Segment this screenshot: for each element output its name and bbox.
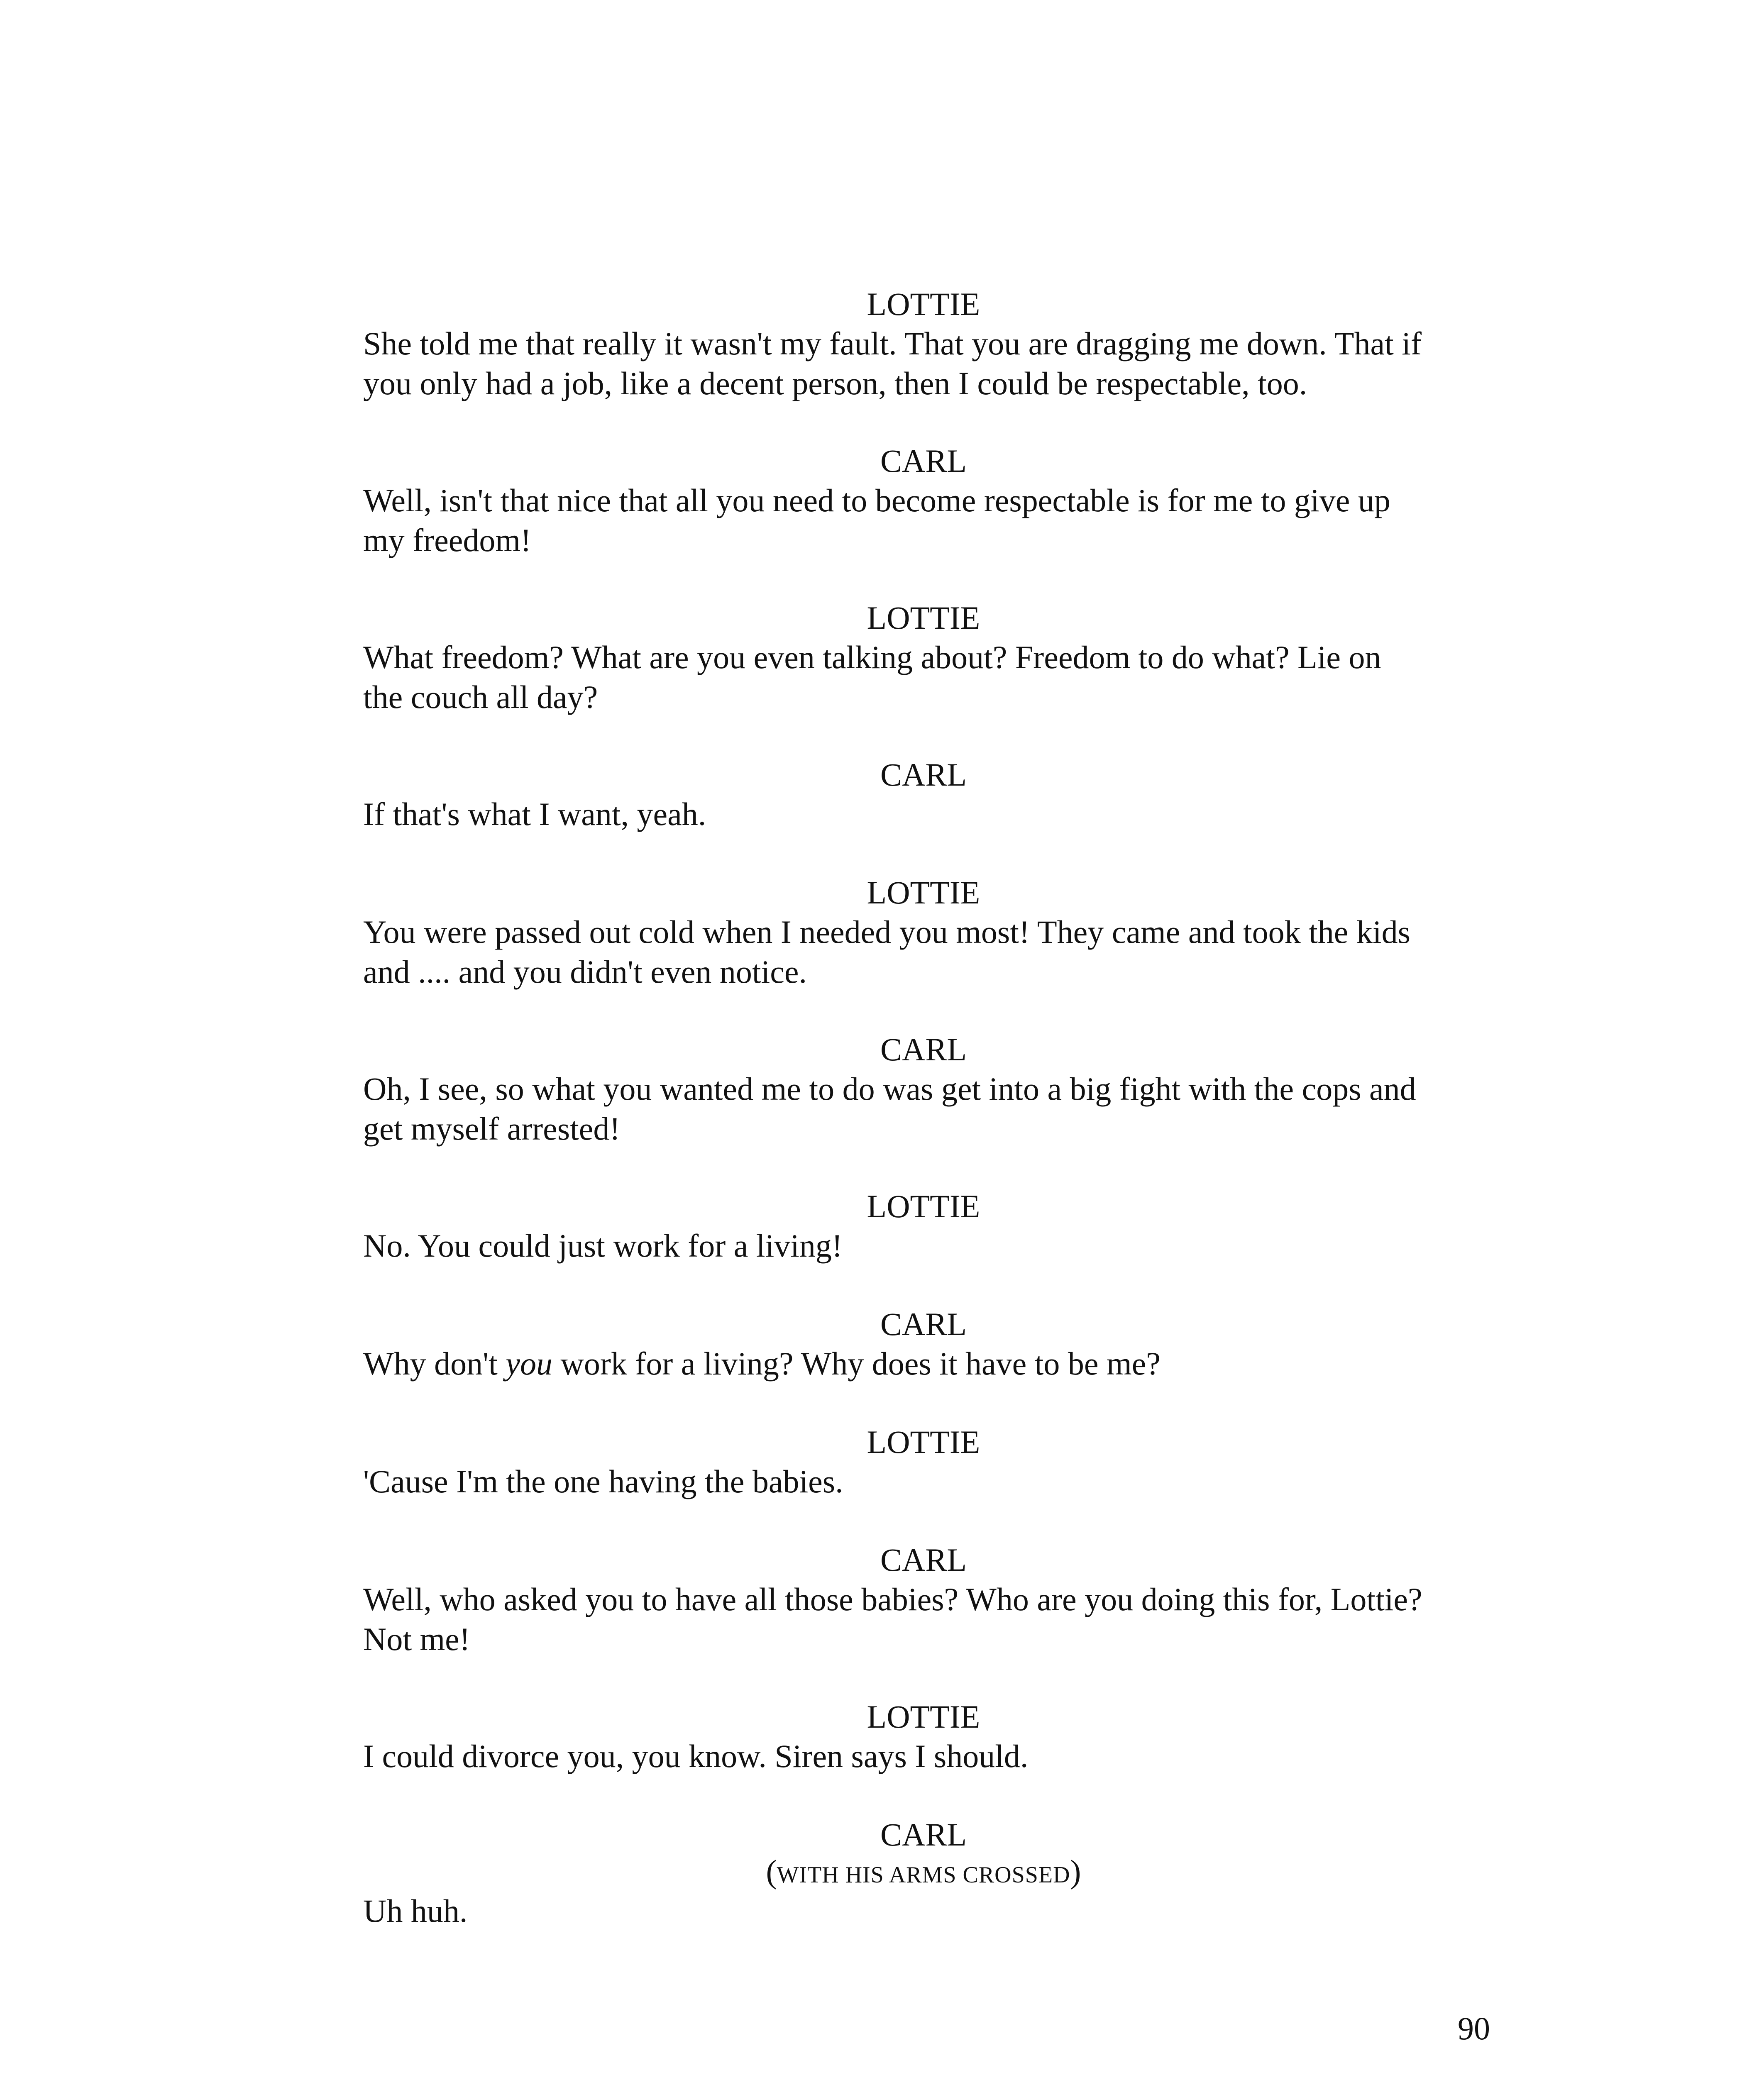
dialogue-line: She told me that really it wasn't my fault. That you are dragging me down. That if xyxy=(363,325,1422,361)
dialogue xyxy=(363,1344,1509,1384)
dialogue-line: get myself arrested! xyxy=(363,1111,621,1147)
dialogue-line: my freedom! xyxy=(363,522,532,558)
dialogue-line: you only had a job, like a decent person, then I could be respectable, too. xyxy=(363,365,1307,401)
dialogue-line: Well, isn't that nice that all you need to become respectable is for me to give up xyxy=(363,482,1390,518)
dialogue-line: and .... and you didn't even notice. xyxy=(363,954,807,990)
dialogue xyxy=(363,912,1509,992)
dialogue-line: 'Cause I'm the one having the babies. xyxy=(363,1463,843,1499)
dialogue-line: You were passed out cold when I needed you most! They came and took the kids xyxy=(363,914,1410,950)
speaker-name: LOTTIE xyxy=(867,1188,980,1224)
parenthesis-open: ( xyxy=(766,1853,777,1889)
speaker-name: LOTTIE xyxy=(867,600,980,636)
stage-direction xyxy=(0,1852,1764,1895)
speaker-name: LOTTIE xyxy=(867,286,980,322)
speaker-name: CARL xyxy=(880,757,967,793)
dialogue-line xyxy=(363,1344,1509,1384)
speaker-name: CARL xyxy=(880,1031,967,1067)
dialogue-line: No. You could just work for a living! xyxy=(363,1228,843,1264)
dialogue-line: What freedom? What are you even talking about? Freedom to do what? Lie on xyxy=(363,639,1381,675)
dialogue xyxy=(363,794,1509,834)
emphasis-text: you xyxy=(506,1345,552,1382)
dialogue xyxy=(363,1579,1509,1659)
speaker-name: CARL xyxy=(880,1542,967,1578)
dialogue xyxy=(363,481,1509,560)
dialogue-line: If that's what I want, yeah. xyxy=(363,796,706,832)
dialogue xyxy=(363,1226,1509,1266)
parenthesis-close: ) xyxy=(1070,1853,1081,1889)
dialogue-line: Uh huh. xyxy=(363,1893,468,1929)
dialogue xyxy=(363,1736,1509,1776)
dialogue xyxy=(363,1462,1509,1501)
dialogue-line: Well, who asked you to have all those babies? Who are you doing this for, Lottie? xyxy=(363,1581,1422,1617)
speaker-name: LOTTIE xyxy=(867,1424,980,1460)
dialogue xyxy=(363,324,1509,403)
dialogue-line: Oh, I see, so what you wanted me to do was get into a big fight with the cops and xyxy=(363,1071,1416,1107)
dialogue xyxy=(363,1069,1509,1149)
dialogue-text: work for a living? Why does it have to be me? xyxy=(552,1345,1161,1382)
page-number: 90 xyxy=(1458,2010,1490,2046)
dialogue xyxy=(363,1891,1509,1931)
dialogue-line: I could divorce you, you know. Siren says I should. xyxy=(363,1738,1029,1774)
direction-text: WITH HIS ARMS CROSSED xyxy=(777,1862,1070,1888)
speaker-name: LOTTIE xyxy=(867,874,980,911)
speaker-name: CARL xyxy=(880,443,967,479)
dialogue-text: Why don't xyxy=(363,1345,506,1382)
dialogue-line: Not me! xyxy=(363,1621,470,1657)
dialogue xyxy=(363,637,1509,717)
dialogue-line: the couch all day? xyxy=(363,679,598,715)
speaker-name: CARL xyxy=(880,1816,967,1853)
speaker-name: LOTTIE xyxy=(867,1699,980,1735)
speaker-name: CARL xyxy=(880,1306,967,1342)
